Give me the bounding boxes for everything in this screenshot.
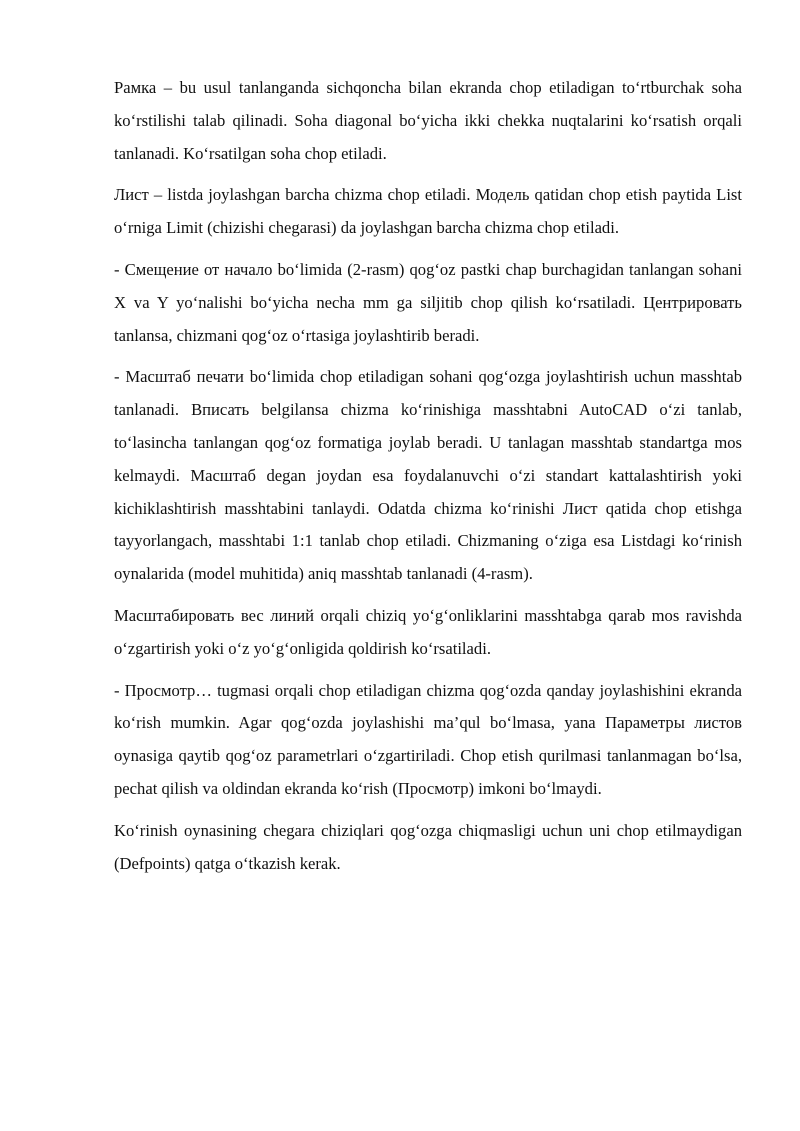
paragraph-preview: - Просмотр… tugmasi orqali chop etiladigan chizma qog‘ozda qanday joylashishini ekranda ko‘rish mumkin. Agar qog‘ozda joylashishi ma’qul bo‘lmasa, yana Параметры листов oynasiga qaytib qog‘oz parametrlari o‘zgartiriladi. Chop etish qurilmasi tanlanmagan bo‘lsa, pechat qilish va oldindan ekranda ko‘rish (Просмотр) imkoni bo‘lmaydi.: [114, 680, 742, 798]
paragraph-list: Лист – listda joylashgan barcha chizma chop etiladi. Модель qatidan chop etish paytida List o‘rniga Limit (chizishi chegarasi) da joylashgan barcha chizma chop etiladi.: [114, 185, 742, 238]
paragraph-offset: - Смещение от начало bo‘limida (2-rasm) qog‘oz pastki chap burchagidan tanlangan sohani X va Y yo‘nalishi bo‘yicha necha mm ga siljitib chop qilish ko‘rsatiladi. Центрировать tanlansa, chizmani qog‘oz o‘rtasiga joylashtirib beradi.: [114, 259, 742, 345]
paragraph-defpoints: Ko‘rinish oynasining chegara chiziqlari qog‘ozga chiqmasligi uchun uni chop etilmaydigan (Defpoints) qatga o‘tkazish kerak.: [114, 820, 742, 873]
paragraph-print-scale: - Масштаб печати bo‘limida chop etiladigan sohani qog‘ozga joylashtirish uchun masshtab tanlanadi. Вписать belgilansa chizma ko‘rinishiga masshtabni AutoCAD o‘zi tanlab, to‘lasincha tanlangan qog‘oz formatiga joylab beradi. U tanlagan masshtab standartga mos kelmaydi. Масштаб degan joydan esa foydalanuvchi o‘zi standart kattalashtirish yoki kichiklashtirish masshtabini tanlaydi. Odatda chizma ko‘rinishi Лист qatida chop etishga tayyorlangach, masshtabi 1:1 tanlab chop etiladi. Chizmaning o‘ziga esa Listdagi ko‘rinish oynalarida (model muhitida) aniq masshtab tanlanadi (4-rasm).: [114, 367, 742, 584]
document-page: [114, 72, 742, 889]
paragraph-lineweight-scale: Масштабировать вес линий orqali chiziq yo‘g‘onliklarini masshtabga qarab mos ravishda o‘zgartirish yoki o‘z yo‘g‘onligida qoldirish ko‘rsatiladi.: [114, 605, 742, 658]
paragraph-ramka: Рамка – bu usul tanlanganda sichqoncha bilan ekranda chop etiladigan to‘rtburchak soha ko‘rstilishi talab qilinadi. Soha diagonal bo‘yicha ikki chekka nuqtalarini ko‘rsatish orqali tanlanadi. Ko‘rsatilgan soha chop etiladi.: [114, 78, 742, 163]
